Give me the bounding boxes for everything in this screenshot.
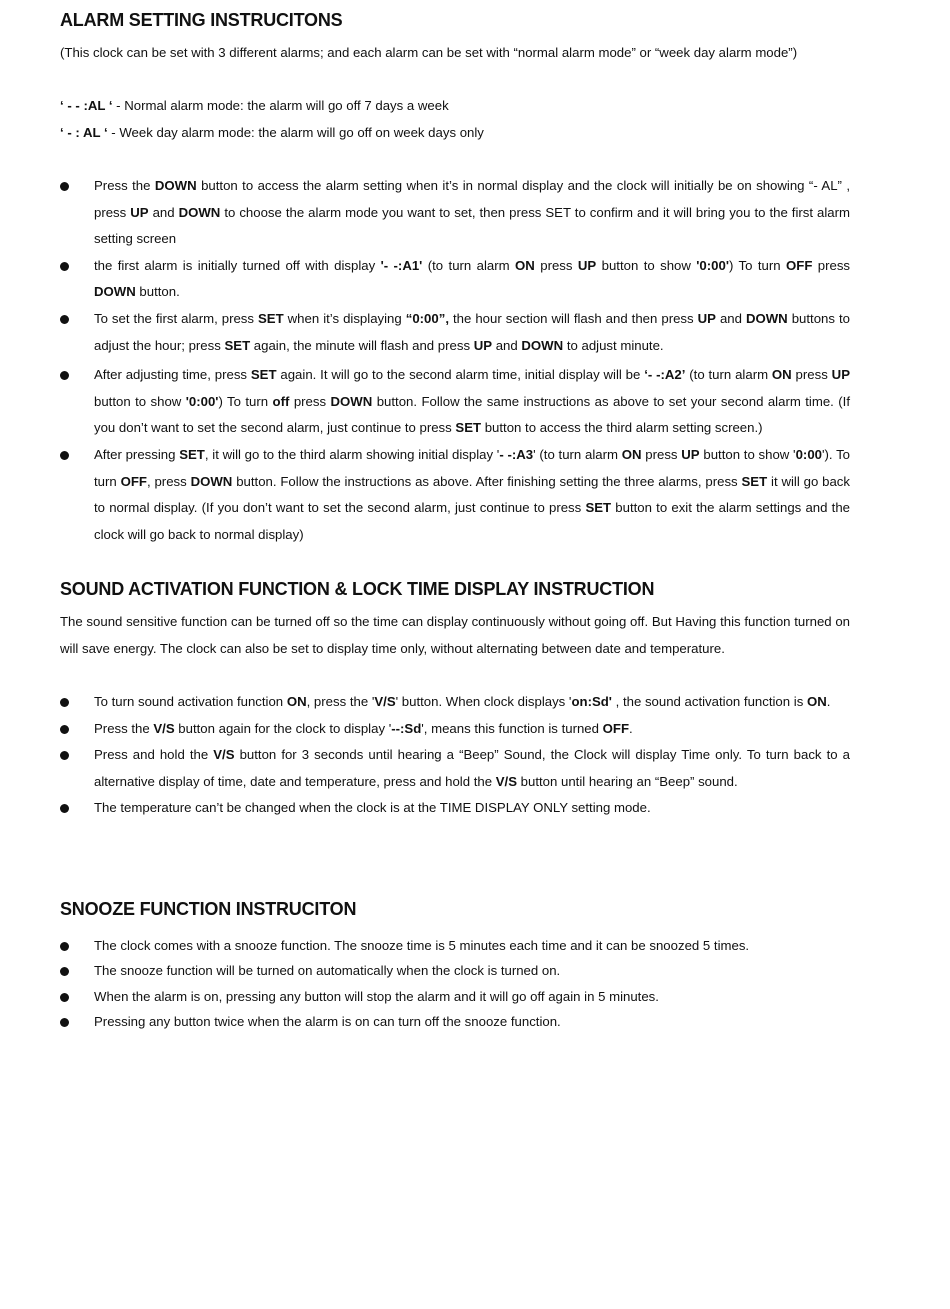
bullet-icon [60,942,69,951]
alarm-step-5: After pressing SET, it will go to the third alarm showing initial display '- -:A3' (to turn alarm ON press UP button to show '0:00'). To turn OFF, press DOWN button. Follow the instructions as above. After finishing setting the three alarms, press SET it will go back to normal display. (If you don’t want to set the second alarm, just continue to press SET button to exit the alarm settings and the clock will go back to normal display) [60,442,850,548]
snooze-item: When the alarm is on, pressing any button will stop the alarm and it will go off again in 5 minutes. [60,984,850,1009]
bullet-icon [60,751,69,760]
alarm-steps-list [60,173,850,548]
bullet-icon [60,371,69,380]
alarm-step-4: After adjusting time, press SET again. It will go to the second alarm time, initial display will be ‘- -:A2’ (to turn alarm ON press UP button to show '0:00') To turn off press DOWN button. Follow the same instructions as above to set your second alarm time. (If you don’t want to set the second alarm, just continue to press SET button to access the third alarm setting screen.) [60,362,850,442]
sound-heading: SOUND ACTIVATION FUNCTION & LOCK TIME DISPLAY INSTRUCTION [60,579,655,599]
bullet-icon [60,993,69,1002]
sound-step-2: Press the V/S button again for the clock to display '--:Sd', means this function is turned OFF. [60,716,850,743]
alarm-intro: (This clock can be set with 3 different alarms; and each alarm can be set with “normal alarm mode” or “week day alarm mode”) [60,45,798,60]
mode-normal-text: - Normal alarm mode: the alarm will go off 7 days a week [116,98,449,113]
snooze-item: The clock comes with a snooze function. The snooze time is 5 minutes each time and it can be snoozed 5 times. [60,933,850,958]
bullet-icon [60,315,69,324]
bullet-icon [60,262,69,271]
bullet-icon [60,451,69,460]
snooze-item: The snooze function will be turned on automatically when the clock is turned on. [60,958,850,983]
mode-week-text: - Week day alarm mode: the alarm will go off on week days only [111,125,484,140]
bullet-icon [60,804,69,813]
mode-week-line [60,120,850,147]
bullet-icon [60,182,69,191]
alarm-step-2: the first alarm is initially turned off with display '- -:A1' (to turn alarm ON press UP button to show '0:00') To turn OFF press DOWN button. [60,253,850,306]
mode-normal-code: ‘ - - :AL ‘ [60,98,113,113]
bullet-icon [60,967,69,976]
bullet-icon [60,698,69,707]
sound-step-1: To turn sound activation function ON, press the 'V/S' button. When clock displays 'on:Sd' , the sound activation function is ON. [60,689,850,716]
snooze-item: Pressing any button twice when the alarm is on can turn off the snooze function. [60,1009,850,1034]
sound-step-3: Press and hold the V/S button for 3 seconds until hearing a “Beep” Sound, the Clock will display Time only. To turn back to a alternative display of time, date and temperature, press and hold the V/S button until hearing an “Beep” sound. [60,742,850,795]
alarm-step-1: Press the DOWN button to access the alarm setting when it’s in normal display and the clock will initially be on showing “- AL” , press UP and DOWN to choose the alarm mode you want to set, then press SET to confirm and it will bring you to the first alarm setting screen [60,173,850,253]
sound-steps-list [60,689,850,822]
bullet-icon [60,725,69,734]
snooze-heading: SNOOZE FUNCTION INSTRUCITON [60,899,357,919]
alarm-step-3: To set the first alarm, press SET when it’s displaying “0:00”, the hour section will flash and then press UP and DOWN buttons to adjust the hour; press SET again, the minute will flash and press UP and DOWN to adjust minute. [60,306,850,359]
sound-step-4: The temperature can’t be changed when the clock is at the TIME DISPLAY ONLY setting mode. [60,795,850,822]
snooze-list [60,933,850,1034]
mode-week-code: ‘ - : AL ‘ [60,125,108,140]
bullet-icon [60,1018,69,1027]
sound-intro: The sound sensitive function can be turned off so the time can display continuously without going off. But Having this function turned on will save energy. The clock can also be set to display time only, without alternating between date and temperature. [60,614,850,656]
mode-normal-line [60,93,850,120]
alarm-heading: ALARM SETTING INSTRUCITONS [60,10,343,30]
